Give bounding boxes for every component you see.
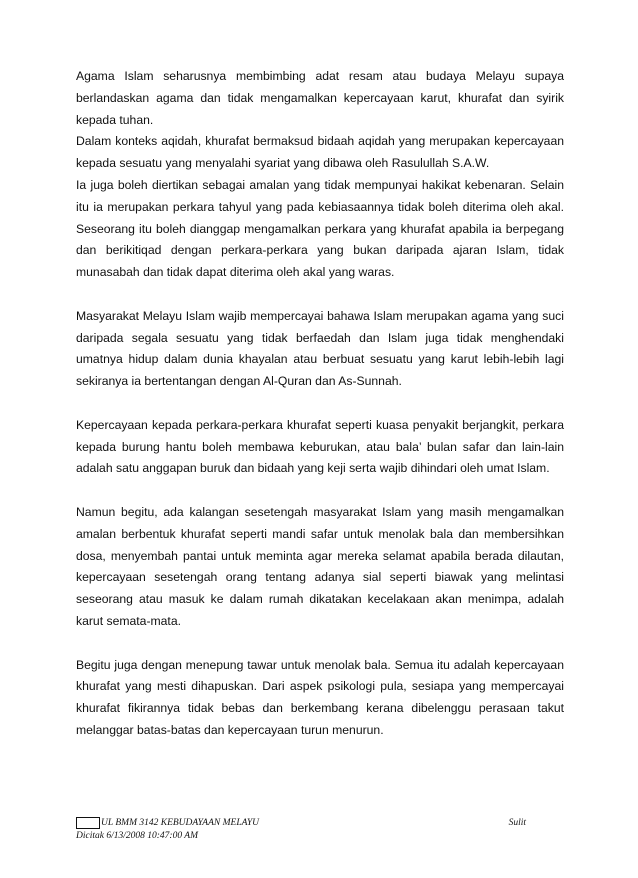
page-footer — [76, 817, 564, 842]
footer-course: UL BMM 3142 KEBUDAYAAN MELAYU — [101, 818, 260, 828]
footer-print-date: Dicitak 6/13/2008 10:47:00 AM — [76, 831, 198, 841]
paragraph-tepung-tawar: Begitu juga dengan menepung tawar untuk menolak bala. Semua itu adalah kepercayaan khurafat yang mesti dihapuskan. Dari aspek psikologi pula, sesiapa yang mempercayai khurafat fikirannya tidak bebas dan berkembang kerana dibelenggu perasaan takut melanggar batas-batas dan kepercayaan turun menurun. — [76, 657, 564, 737]
paragraph-intro: Agama Islam seharusnya membimbing adat resam atau budaya Melayu supaya berlandaskan agama dan tidak mengamalkan kepercayaan karut, khurafat dan syirik kepada tuhan. — [76, 69, 564, 127]
footer-box — [76, 817, 100, 829]
document-body — [76, 66, 564, 742]
paragraph-aqidah-definition: Dalam konteks aqidah, khurafat bermaksud bidaah aqidah yang merupakan kepercayaan kepada sesuatu yang menyalahi syariat yang dibawa oleh Rasulullah S.A.W. — [76, 134, 564, 171]
footer-row — [76, 817, 564, 829]
paragraph-amalan-khurafat: Namun begitu, ada kalangan sesetengah masyarakat Islam yang masih mengamalkan amalan berbentuk khurafat seperti mandi safar untuk menolak bala dan membersihkan dosa, menyembah pantai untuk meminta agar mereka selamat apabila berada dilautan, kepercayaan sesetengah orang tentang adanya sial seperti biawak yang melintasi seseorang atau masuk ke dalam rumah dikatakan kecelakaan akan menimpa, adalah karut semata-mata. — [76, 504, 564, 628]
footer-classification: Sulit — [508, 818, 526, 828]
paragraph-kepercayaan-khurafat: Kepercayaan kepada perkara-perkara khurafat seperti kuasa penyakit berjangkit, perkara kepada burung hantu boleh membawa keburukan, atau bala’ bulan safar dan lain-lain adalah satu anggapan buruk dan bidaah yang keji serta wajib dihindari oleh umat Islam. — [76, 417, 564, 476]
paragraph-khurafat-meaning: Ia juga boleh diertikan sebagai amalan yang tidak mempunyai hakikat kebenaran. Selain itu ia merupakan perkara tahyul yang pada kebiasaannya tidak boleh diterima oleh akal. Seseorang itu boleh dianggap mengamalkan perkara yang khurafat apabila ia berpegang dan berikitiqad dengan perkara-perkara yang bukan daripada ajaran Islam, tidak munasabah dan tidak dapat diterima oleh akal yang waras. — [76, 177, 564, 280]
paragraph-masyarakat-melayu: Masyarakat Melayu Islam wajib mempercayai bahawa Islam merupakan agama yang suci daripada segala sesuatu yang tidak berfaedah dan Islam juga tidak menghendaki umatnya hidup dalam dunia khayalan atau berbuat sesuatu yang karut lebih-lebih lagi sekiranya ia bertentangan dengan Al-Quran dan As-Sunnah. — [76, 308, 564, 389]
